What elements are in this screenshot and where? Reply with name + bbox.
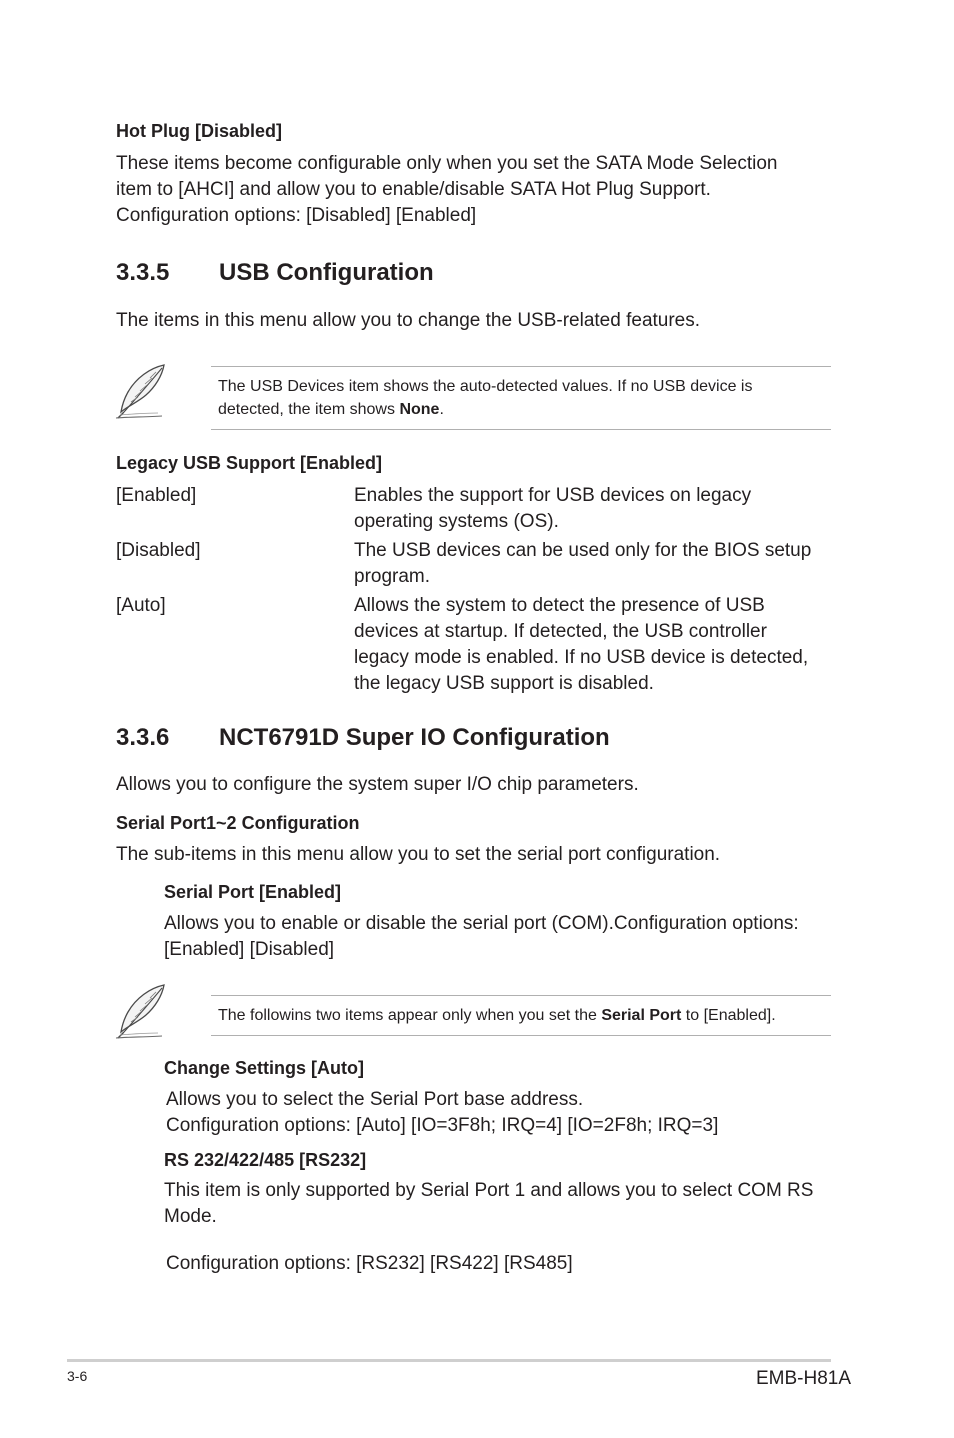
option-description-line: the legacy USB support is disabled. xyxy=(354,673,654,694)
usb-note-line: The USB Devices item shows the auto-detected values. If no USB device is xyxy=(218,378,753,395)
hot-plug-description xyxy=(116,151,846,229)
change-settings-line: Allows you to select the Serial Port base address. xyxy=(166,1089,584,1110)
serial-note-text: to [Enabled]. xyxy=(681,1007,776,1024)
serial-config-intro: The sub-items in this menu allow you to set the serial port configuration. xyxy=(116,844,721,865)
note-bottom-rule xyxy=(211,1035,831,1036)
note-feather-icon xyxy=(112,362,170,420)
usb-note-line xyxy=(218,398,828,421)
note-top-rule xyxy=(211,366,831,367)
option-row-disabled xyxy=(116,538,836,590)
note-top-rule xyxy=(211,995,831,996)
option-description xyxy=(354,538,834,590)
superio-intro: Allows you to configure the system super I/O chip parameters. xyxy=(116,774,639,795)
superio-section-number: 3.3.6 xyxy=(116,724,170,751)
option-key: [Auto] xyxy=(116,595,166,616)
change-settings-description xyxy=(166,1087,846,1139)
serial-config-heading: Serial Port1~2 Configuration xyxy=(116,813,360,833)
usb-note-text: detected, the item shows xyxy=(218,401,400,418)
hot-plug-line: These items become configurable only when you set the SATA Mode Selection xyxy=(116,153,778,174)
serial-note-text: The followins two items appear only when you set the xyxy=(218,1007,602,1024)
usb-note xyxy=(218,375,828,421)
note-bottom-rule xyxy=(211,429,831,430)
hot-plug-line: item to [AHCI] and allow you to enable/disable SATA Hot Plug Support. xyxy=(116,179,711,200)
footer-model: EMB-H81A xyxy=(756,1368,852,1389)
rs-mode-line: Mode. xyxy=(164,1206,217,1227)
hot-plug-heading: Hot Plug [Disabled] xyxy=(116,121,282,141)
rs-mode-options: Configuration options: [RS232] [RS422] [RS485] xyxy=(166,1253,573,1274)
usb-section-number: 3.3.5 xyxy=(116,259,170,286)
option-description xyxy=(354,593,834,697)
note-feather-icon xyxy=(112,982,170,1040)
serial-port-heading: Serial Port [Enabled] xyxy=(164,882,342,902)
serial-port-description xyxy=(164,911,844,963)
option-description-line: Enables the support for USB devices on legacy xyxy=(354,485,752,506)
usb-intro: The items in this menu allow you to change the USB-related features. xyxy=(116,310,701,331)
hot-plug-line: Configuration options: [Disabled] [Enabled] xyxy=(116,205,477,226)
change-settings-line: Configuration options: [Auto] [IO=3F8h; IRQ=4] [IO=2F8h; IRQ=3] xyxy=(166,1115,719,1136)
change-settings-heading: Change Settings [Auto] xyxy=(164,1058,364,1078)
option-description-line: legacy mode is enabled. If no USB device is detected, xyxy=(354,647,809,668)
option-description-line: program. xyxy=(354,566,431,587)
usb-section-label: USB Configuration xyxy=(219,259,434,286)
rs-mode-heading: RS 232/422/485 [RS232] xyxy=(164,1150,367,1170)
rs-mode-line: This item is only supported by Serial Port 1 and allows you to select COM RS xyxy=(164,1180,814,1201)
option-key: [Disabled] xyxy=(116,540,201,561)
footer-rule xyxy=(67,1359,831,1362)
superio-section-label: NCT6791D Super IO Configuration xyxy=(219,724,610,751)
footer-page-number: 3-6 xyxy=(67,1368,88,1384)
option-description-line: Allows the system to detect the presence of USB xyxy=(354,595,765,616)
superio-section-title xyxy=(116,723,610,753)
option-description-line: devices at startup. If detected, the USB controller xyxy=(354,621,767,642)
option-row-auto xyxy=(116,593,836,697)
option-description-line: The USB devices can be used only for the BIOS setup xyxy=(354,540,812,561)
serial-note xyxy=(218,1004,828,1027)
option-description-line: operating systems (OS). xyxy=(354,511,559,532)
serial-note-bold: Serial Port xyxy=(601,1007,682,1024)
rs-mode-description xyxy=(164,1178,844,1230)
option-row-enabled xyxy=(116,483,836,535)
usb-note-text: . xyxy=(439,401,444,418)
usb-section-title xyxy=(116,258,434,288)
serial-port-line: Allows you to enable or disable the serial port (COM).Configuration options: xyxy=(164,913,799,934)
option-description xyxy=(354,483,834,535)
usb-note-bold: None xyxy=(399,401,440,418)
legacy-usb-heading: Legacy USB Support [Enabled] xyxy=(116,453,383,473)
option-key: [Enabled] xyxy=(116,485,197,506)
serial-port-line: [Enabled] [Disabled] xyxy=(164,939,335,960)
